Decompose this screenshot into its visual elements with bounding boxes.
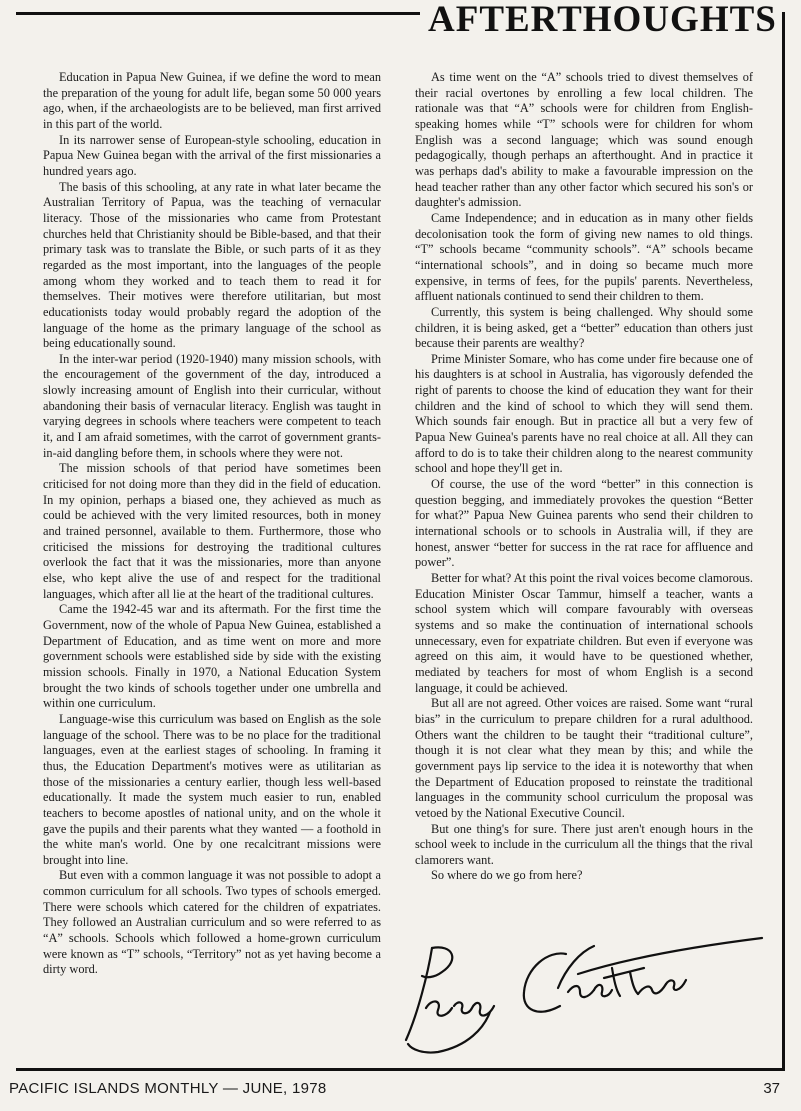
column-left: [43, 70, 381, 978]
page-number: 37: [763, 1080, 780, 1097]
footer-publication: PACIFIC ISLANDS MONTHLY — JUNE, 1978: [9, 1080, 327, 1097]
paragraph: Came Independence; and in education as in many other fields decolonisation took the form of giving new names to old things. “T” schools became “community schools”. “A” schools became “international schools”, and in doing so became much more expensive, in terms of fees, for the pupils' parents. Nevertheless, affluent nationals continued to send their children to them.: [415, 210, 753, 304]
paragraph: In the inter-war period (1920-1940) many mission schools, with the encouragement of the government of the day, introduced a slowly increasing amount of English into their curricular, without abandoning their basis of vernacular literacy. English was taught in varying degrees in schools where teachers were competent to teach it, and I am afraid sometimes, with the carrot of government grants-in-aid dangling before them, in schools where they were not.: [43, 351, 381, 460]
paragraph: So where do we go from here?: [431, 868, 583, 883]
paragraph: Of course, the use of the word “better” in this connection is question begging, and immediately provokes the question “Better for what?” Papua New Guinea parents who send their children to international schools or to schools in Australia will, if they are honest, answer “better for success in the rat race for affluence and power”.: [415, 477, 753, 570]
paragraph: Better for what? At this point the rival voices become clamorous. Education Minister Oscar Tammur, himself a teacher, wants a school system which will compare favourably with overseas systems and so make the continuation of international schools unnecessary, even for expatriate children. But even if everyone was agreed on this aim, it would have to be questioned whether, mediated by teachers for most of whom English is a second language, it could be achieved.: [415, 571, 753, 695]
paragraph: Prime Minister Somare, who has come under fire because one of his daughters is at school in Australia, has vigorously defended the right of parents to choose the kind of education they want for their children and the kind of school to which they will send them. Which sounds fair enough. But in practice all but a very few of Papua New Guinea's parents have no real choice at all. All they can afford to do is to take their children along to the nearest community school and hope they'll get in.: [415, 351, 753, 476]
paragraph: Came the 1942-45 war and its aftermath. For the first time the Government, now of the whole of Papua New Guinea, established a Department of Education, and as time went on more and more government schools were established side by side with the existing mission schools. Finally in 1970, a National Education System brought the two kinds of schools together under one umbrella and within one curriculum.: [43, 602, 381, 711]
column-right: [415, 70, 753, 884]
paragraph: In its narrower sense of European-style schooling, education in Papua New Guinea began with the arrival of the first missionaries a hundred years ago.: [43, 132, 381, 178]
signature-image: [398, 928, 768, 1058]
paragraph: Language-wise this curriculum was based on English as the sole language of the school. There was to be no place for the traditional languages, even at the earliest stages of schooling. In framing it thus, the Education Department's motives were as utilitarian as those of the missionaries a century earlier, though less well-based educationally. It made the system much easier to run, enabled teachers to become apostles of national unity, and on the whole it gave the pupils and their parents what they wanted — a foothold in the white man's world. One by one recalcitrant missions were brought into line.: [43, 711, 381, 867]
page-title: AFTERTHOUGHTS: [428, 0, 777, 40]
paragraph: Currently, this system is being challenged. Why should some children, it is being asked, get a “better” education than others just because their parents are wealthy?: [415, 304, 753, 351]
paragraph: But one thing's for sure. There just aren't enough hours in the school week to include in the curriculum all the things that the rival clamorers want.: [415, 821, 753, 867]
paragraph: But all are not agreed. Other voices are raised. Some want “rural bias” in the curriculum to prepare children for a rural adulthood. Others want the children to be taught their “traditional culture”, though it is not clear what they mean by this; and while the government pays lip service to the idea it is noteworthy that when the Department of Education proposed to reinstate the traditional languages in the community school curriculum the proposal was vetoed by the National Executive Council.: [415, 696, 753, 820]
paragraph: The basis of this schooling, at any rate in what later became the Australian Territory of Papua, was the teaching of vernacular literacy. Those of the missionaries who came from Protestant churches held that Christianity should be Bible-based, and that their primary task was to translate the Bible, or such parts of it as they regarded as the most important, into the languages of the people among whom they worked and to teach them to read it for themselves. Their motives were therefore utilitarian, but most educationists today would probably regard the adoption of the language of the home as the primary language of the school as being educationally sound.: [43, 179, 381, 351]
paragraph: As time went on the “A” schools tried to divest themselves of their racial overtones by enrolling a few local children. The rationale was that “A” schools were for children from English-speaking homes while “T” schools were for children for whom English was a second language; which was sound enough pedagogically, though perhaps an afterthought. And in practice it was perhaps dad's ability to make a favourable impression on the head teacher rather than any other factor which secured his son's or daughter's admission.: [415, 70, 753, 210]
paragraph: But even with a common language it was not possible to adopt a common curriculum for all schools. Two types of schools emerged. There were schools which catered for the children of expatriates. They followed an Australian curriculum and so were referred to as “A” schools. Schools which followed a home-grown curriculum were known as “T” schools, “Territory” not as yet having become a dirty word.: [43, 868, 381, 977]
paragraph: The mission schools of that period have sometimes been criticised for not doing more than they did in the field of education. In my opinion, perhaps a biased one, they achieved as much as could be achieved with the very limited resources, both in money and trained personnel, available to them. Furthermore, those who criticised the missions for destroying the traditional cultures overlook the fact that it was the missionaries, more than anyone else, who kept alive the use of and respect for the traditional languages, which after all lie at the heart of the traditional cultures.: [43, 461, 381, 601]
paragraph: Education in Papua New Guinea, if we define the word to mean the preparation of the young for adult life, began some 50 000 years ago, when, if the archaeologists are to be believed, man first arrived in this part of the world.: [43, 70, 381, 131]
